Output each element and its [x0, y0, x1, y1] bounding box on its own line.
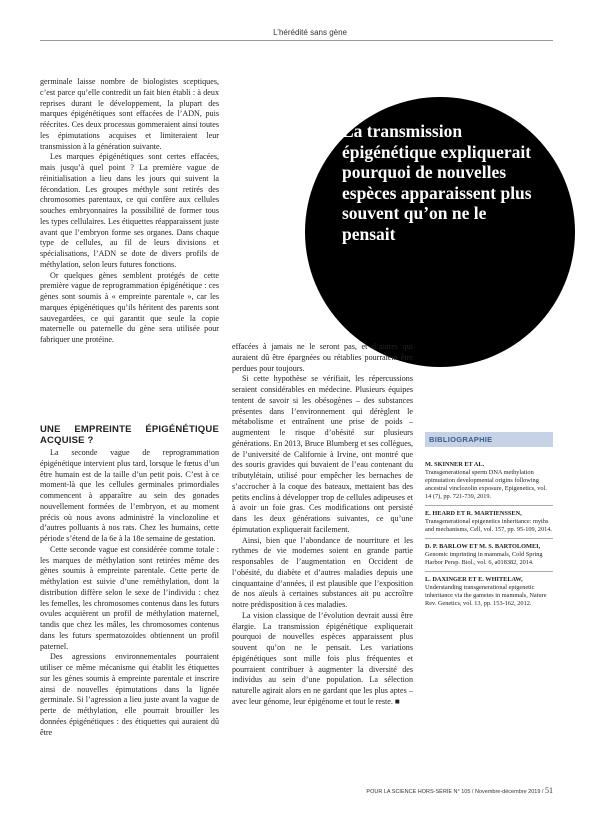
- reference-authors: L. DAXINGER ET E. WHITELAW,: [425, 576, 523, 583]
- paragraph: Les marques épigénétiques sont certes effacées, mais jusqu’à quel point ? La première vague de réinitialisation a lieu dans les jours qui suivent la fécondation. Les groupes méthyle sont retirés des chromosomes parentaux, ce qui confère aux cellules souches embryonnaires la possibilité de former tous les types cellulaires. Les étiquettes réapparaissent juste avant que l’embryon forme ses organes. Dans chaque type de cellules, au fil de leurs divisions et spécialisations, l’ADN se dote de divers profils de méthylation, selon leurs futures fonctions.: [40, 152, 219, 269]
- paragraph: Or quelques gènes semblent protégés de cette première vague de reprogrammation épigénétique : ces gènes sont soumis à « empreinte parentale », car les marques épigénétiques qu’ils héritent des parents sont sauvegardées, ce qui garantit que seule la copie maternelle ou paternelle du gène sera utilisée pour fabriquer une protéine.: [40, 270, 219, 344]
- pull-quote: La transmission épigénétique expliquerait pourquoi de nouvelles espèces apparaissent plus souvent qu’on ne le pensait: [342, 121, 532, 244]
- reference-item: [425, 576, 553, 608]
- reference-authors: D. P. BARLOW ET M. S. BARTOLOMEI,: [425, 543, 541, 550]
- paragraph: Des agressions environnementales pourraient utiliser ce même mécanisme qui établit les étiquettes sur les gènes soumis à empreinte parentale et inscrire ainsi de nouvelles épimutations dans la lignée germinale. Si l’agression a lieu juste avant la vague de perte de méthylation, elle pourrait brouiller les données épigénétiques : des étiquettes qui auraient dû être: [40, 652, 219, 737]
- reference-divider: [425, 505, 553, 506]
- paragraph: Si cette hypothèse se vérifiait, les répercussions seraient considérables en médecine. Plusieurs équipes tentent de savoir si les obésogènes – des substances présentes dans l’environnement qui dérèglent le métabolisme et entraînent une prise de poids – augmentent le risque d’obésité sur plusieurs générations. En 2013, Bruce Blumberg et ses collègues, de l’université de Californie à Irvine, ont montré que des souris gravides qui buvaient de l’eau contenant du tributylétain, utilisé pour empêcher les bernaches de s’accrocher à la coque des bateaux, mettaient bas des petits enclins à développer trop de cellules adipeuses et à avoir un foie gras. Ces modifications ont persisté dans les deux générations suivantes, ce qu’une épimutation expliquerait facilement.: [232, 374, 413, 534]
- section-heading: UNE EMPREINTE ÉPIGÉNÉTIQUE ACQUISE ?: [40, 424, 219, 446]
- column-1-bottom: [40, 417, 219, 738]
- reference-item: [425, 543, 553, 567]
- header-rule: [40, 40, 553, 41]
- footer-text: POUR LA SCIENCE HORS-SÉRIE N° 105 / Novembre-décembre 2019 /: [366, 789, 544, 795]
- bibliography-heading: BIBLIOGRAPHIE: [425, 432, 553, 447]
- bibliography-box: [425, 432, 553, 608]
- reference-item: [425, 510, 553, 534]
- page-number: 51: [545, 786, 553, 795]
- reference-text: Understanding transgenerational epigenetic inheritance via the gametes in mammals, Nature Rev. Genetics, vol. 13, pp. 153-162, 2012.: [425, 584, 547, 607]
- paragraph: Ainsi, bien que l’abondance de nourriture et les rythmes de vie modernes soient en grande partie responsables de l’augmentation en Occident de l’obésité, du diabète et d’autres maladies depuis une cinquantaine d’années, il est plausible que l’exposition de nos aïeuls à certaines substances ait pu accroître notre prédisposition à ces maladies.: [232, 535, 413, 609]
- reference-divider: [425, 571, 553, 572]
- paragraph: effacées à jamais ne le seront pas, et d’autres qui auraient dû être épargnées ou rétablies pourraient être perdues pour toujours.: [232, 342, 413, 373]
- reference-text: Genomic imprinting in mammals, Cold Spring Harbor Persp. Biol., vol. 6, a018382, 2014.: [425, 551, 543, 566]
- column-1-top: [40, 77, 219, 346]
- paragraph: Cette seconde vague est considérée comme totale : les marques de méthylation sont retirées même des gènes soumis à empreinte parentale. Cette perte de méthylation est suivie d’une reméthylation, dont la distribution diffère selon le sexe de l’individu : chez les femelles, les chromosomes contenus dans les futurs ovules acquièrent un profil de méthylation maternel, tandis que chez les mâles, les chromosomes contenus dans les futurs spermatozoïdes obtiennent un profil paternel.: [40, 544, 219, 651]
- reference-item: [425, 461, 553, 501]
- reference-authors: E. HEARD ET R. MARTIENSSEN,: [425, 510, 522, 517]
- reference-authors: M. SKINNER ET AL.: [425, 461, 485, 468]
- paragraph: germinale laisse nombre de biologistes sceptiques, c’est parce qu’elle contredit un fait bien établi : à deux reprises durant le développement, la plupart des marques épigénétiques sont effacées de l’ADN, puis réécrites. Ces deux processus gommeraient ainsi toutes les épimutations acquises et limiteraient leur transmission à la génération suivante.: [40, 77, 219, 151]
- reference-text: Transgenerational sperm DNA methylation epimutation developmental origins following ancestral vinclozolin exposure, Epigenetics, vol. 14 (7), pp. 721-739, 2019.: [425, 469, 547, 500]
- reference-divider: [425, 538, 553, 539]
- paragraph: La vision classique de l’évolution devrait aussi être élargie. La transmission épigénétique expliquerait pourquoi de nouvelles espèces apparaissent plus souvent qu’on ne le pensait. Les variations épigénétiques sont mille fois plus fréquentes et pourraient contribuer à augmenter la diversité des individus au sein d’une population. La sélection naturelle agirait alors en ne gardant que les plus aptes – avec leur génome, leur épigénome et tout le reste. ■: [232, 610, 413, 706]
- column-2: [232, 342, 413, 708]
- reference-text: Transgenerational epigenetics inheritance: myths and mechanisms, Cell, vol. 157, pp. 95-109, 2014.: [425, 518, 552, 533]
- running-header: L’hérédité sans gène: [273, 28, 347, 37]
- paragraph: La seconde vague de reprogrammation épigénétique intervient plus tard, lorsque le fœtus d’un être humain est de la taille d’un petit pois. C’est à ce moment-là que les cellules germinales primordiales commencent à apparaître au sein des gonades nouvellement formées de l’embryon, et au moment précis où nous avons administré la vinclozoline et d’autres polluants à nos rats. Chez les humains, cette période s’étend de la 6e à la 18e semaine de gestation.: [40, 448, 219, 543]
- page-footer: [366, 786, 553, 795]
